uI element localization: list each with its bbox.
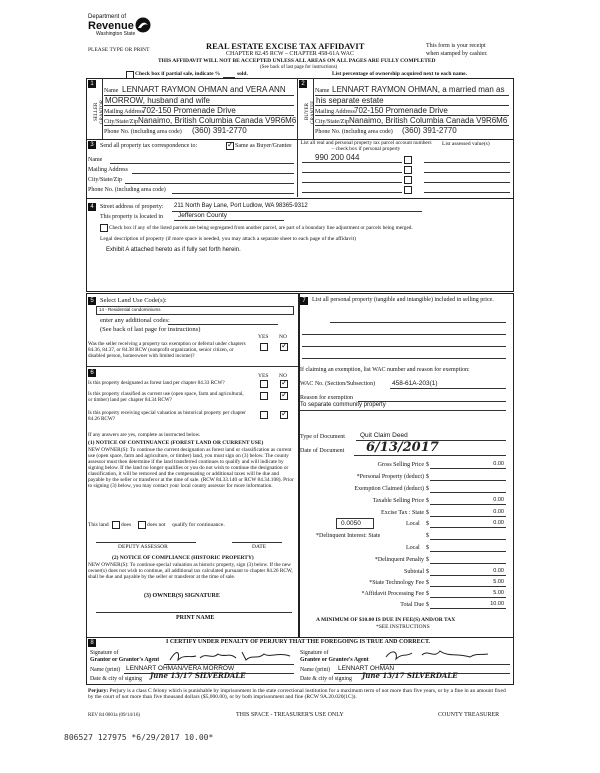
s6-q1-no-checkbox[interactable] xyxy=(280,380,288,388)
receipt-line1: This form is your receipt xyxy=(426,43,486,49)
print-name-label: PRINT NAME xyxy=(176,615,215,621)
personal-property-checkbox-1[interactable] xyxy=(404,156,412,164)
percentage-note: List percentage of ownership acquired next to each name. xyxy=(332,71,467,77)
section-1-number: 1 xyxy=(88,80,96,88)
grantor-sig-label-a: Signature of xyxy=(90,650,119,656)
personal-property-checkbox-2[interactable] xyxy=(404,166,412,174)
section-3-number: 3 xyxy=(88,141,96,149)
buyer-mailing-label: Mailing Address xyxy=(315,109,355,115)
tech-fee-label: *State Technology Fee xyxy=(369,580,424,586)
grantor-date-label: Date & city of signing xyxy=(90,676,142,682)
form-title: REAL ESTATE EXCISE TAX AFFIDAVIT xyxy=(206,41,365,51)
treasurer-space-label: THIS SPACE - TREASURER'S USE ONLY xyxy=(236,712,344,718)
revision-code: REV 84 0001a (09/14/16) xyxy=(88,713,140,718)
buyer-city-label: City/State/Zip xyxy=(315,119,349,125)
local-dollar: $ xyxy=(426,521,429,527)
exemption-claim-label: If claiming an exemption, list WAC number and reason for exemption: xyxy=(300,367,470,373)
seller-side-label: SELLER GRANTOR xyxy=(94,99,105,125)
street-address-label: Street address of property: xyxy=(100,204,164,210)
subtotal-value[interactable]: 0.00 xyxy=(493,568,504,574)
legal-description-label: Legal description of property (if more space is needed, you may attach a separate sheet to each page of the affidavit) xyxy=(100,236,356,242)
wac-value[interactable]: 458-61A-203(1) xyxy=(392,380,438,387)
taxable-selling-value[interactable]: 0.00 xyxy=(493,497,504,503)
s6-q2-yes-checkbox[interactable] xyxy=(260,392,268,400)
personal-property-checkbox-3[interactable] xyxy=(404,176,412,184)
if-any-yes: If any answers are yes, complete as instructed below. xyxy=(88,432,201,438)
gross-selling-dollar: $ xyxy=(426,462,429,468)
buyer-city-value[interactable]: Nanaimo, British Columbia Canada V9R6M6 xyxy=(349,116,508,125)
section-2-number: 2 xyxy=(299,80,307,88)
grantor-date-value[interactable]: June 13/17 SILVERDALE xyxy=(150,671,246,680)
form-chapter: CHAPTER 82.45 RCW – CHAPTER 458-61A WAC xyxy=(226,51,354,57)
land-does-checkbox[interactable] xyxy=(112,521,120,529)
section-5-number: 5 xyxy=(88,297,96,305)
gross-selling-label: Gross Selling Price xyxy=(377,462,424,468)
owner-signature-label: (3) OWNER(S) SIGNATURE xyxy=(144,593,220,599)
s3-mailing-label: Mailing Address xyxy=(88,167,128,173)
same-as-buyer-checkbox[interactable] xyxy=(226,142,234,150)
s3-phone-label: Phone No. (including area code) xyxy=(88,187,166,193)
deputy-assessor-label: DEPUTY ASSESSOR xyxy=(118,544,168,550)
s6-yes-header: YES xyxy=(258,373,269,379)
buyer-name-label: Name xyxy=(315,88,330,94)
proc-fee-value[interactable]: 5.00 xyxy=(493,590,504,596)
dept-line3: Washington State xyxy=(96,31,136,37)
s3-city-label: City/State/Zip xyxy=(88,177,122,183)
please-print: PLEASE TYPE OR PRINT xyxy=(88,47,150,53)
revenue-swirl-icon xyxy=(134,16,152,34)
deputy-date-label: DATE xyxy=(252,544,267,550)
section-4-number: 4 xyxy=(88,203,96,211)
doc-type-label: Type of Document xyxy=(300,434,345,440)
wac-label: WAC No. (Section/Subsection) xyxy=(300,381,376,387)
this-land-label: This land xyxy=(88,522,109,528)
grantor-sig-label-b: Grantor or Grantor's Agent xyxy=(90,657,160,663)
taxable-selling-label: Taxable Selling Price xyxy=(372,498,424,504)
notice-2-text: NEW OWNER(S): To continue special valuation as historic property, sign (3) below. If the new owner(s) does not wish to continue, all additional tax calculated pursuant to chapter 84.26 RCW, shall be due and payable by the seller or transferor at the time of sale. xyxy=(88,562,293,580)
dept-logo xyxy=(88,14,148,46)
grantee-sig-label-a: Signature of xyxy=(300,650,329,656)
proc-fee-label: *Affidavit Processing Fee xyxy=(361,591,424,597)
local-label: Local xyxy=(406,521,420,527)
land-use-see-back: (See back of last page for instructions) xyxy=(100,326,201,333)
s3-name-label: Name xyxy=(88,157,103,163)
minimum-fee-note: A MINIMUM OF $10.00 IS DUE IN FEE(S) AND/OR TAX xyxy=(316,617,456,623)
grantor-name-value[interactable]: LENNART OHMAN/VERA MORROW xyxy=(126,665,235,672)
local-value[interactable]: 0.00 xyxy=(493,520,504,526)
receipt-line2: when stamped by cashier. xyxy=(426,51,488,57)
county-value[interactable]: Jefferson County xyxy=(178,212,228,219)
partial-sale-label: Check box if partial sale, indicate % xyxy=(135,71,221,77)
seller-name-value[interactable]: LENNART RAYMON OHMAN and VERA ANN xyxy=(122,85,286,94)
seller-mailing-value[interactable]: 702-150 Promenade Drive xyxy=(142,106,236,115)
proc-fee-dollar: $ xyxy=(426,591,429,597)
seller-city-label: City/State/Zip xyxy=(104,119,138,125)
sold-label: sold. xyxy=(237,71,248,77)
s6-question-1: Is this property designated as forest land per chapter 84.33 RCW? xyxy=(88,380,225,386)
subtotal-dollar: $ xyxy=(426,569,429,575)
delinquent-local-dollar: $ xyxy=(426,545,429,551)
perjury-statement xyxy=(88,688,512,701)
section-4-box xyxy=(86,198,514,292)
grantee-signature[interactable] xyxy=(382,647,492,663)
perjury-text: Perjury is a class C felony which is punishable by imprisonment in the state correctional institution for a maximum term of not more than five years, or by a fine in an amount fixed by the court of not more than five thousand dollars ($5,000.00), or by both imprisonment and fine (RCW 9A.20.020(1C)). xyxy=(88,688,506,701)
delinquent-penalty-dollar: $ xyxy=(426,557,429,563)
exemption-claimed-label: Exemption Claimed (deduct) xyxy=(354,486,424,492)
see-instructions-note: *SEE INSTRUCTIONS xyxy=(376,624,430,630)
total-due-label: Total Due xyxy=(400,602,424,608)
s5-q1-yes-checkbox[interactable] xyxy=(260,343,268,351)
land-does-label: does xyxy=(121,522,132,528)
boundary-checkbox[interactable] xyxy=(100,224,108,232)
grantor-signature[interactable] xyxy=(166,648,296,664)
buyer-side-label: BUYER GRANTEE xyxy=(305,100,316,124)
excise-state-label: Excise Tax : State xyxy=(381,510,424,516)
s6-question-3: Is this property receiving special valuation as historical property per chapter 84.26 RCW? xyxy=(88,410,246,422)
dept-line1: Department of xyxy=(88,14,127,20)
excise-state-value[interactable]: 0.00 xyxy=(493,509,504,515)
buyer-name-value[interactable]: LENNART RAYMON OHMAN, a married man as xyxy=(332,85,505,94)
local-rate-field[interactable] xyxy=(336,518,374,529)
buyer-phone-value[interactable]: (360) 391-2770 xyxy=(402,126,457,135)
personal-property-checkbox-4[interactable] xyxy=(404,186,412,194)
s6-no-header: NO xyxy=(279,373,287,379)
s6-q1-yes-checkbox[interactable] xyxy=(260,380,268,388)
seller-phone-label: Phone No. (including area code) xyxy=(104,129,182,135)
grantee-name-label: Name (print) xyxy=(300,667,331,673)
exemption-claimed-dollar: $ xyxy=(426,486,429,492)
buyer-phone-label: Phone No. (including area code) xyxy=(315,129,393,135)
notice-2-title: (2) NOTICE OF COMPLIANCE (HISTORIC PROPERTY) xyxy=(112,555,254,561)
street-address-value[interactable]: 211 North Bay Lane, Port Ludlow, WA 98365-9312 xyxy=(174,203,308,209)
delinquent-interest-label: *Delinquent Interest: State xyxy=(316,533,381,539)
seller-name-label: Name xyxy=(104,88,119,94)
doc-date-label: Date of Document xyxy=(300,448,345,454)
tech-fee-dollar: $ xyxy=(426,580,429,586)
grantee-sig-label-b: Grantee or Grantee's Agent xyxy=(300,657,369,663)
delinquent-penalty-label: *Delinquent Penalty xyxy=(374,557,424,563)
perjury-label: Perjury: xyxy=(88,688,109,694)
grantee-date-value[interactable]: June 13/17 SILVERDALE xyxy=(362,671,458,680)
form-warning: THIS AFFIDAVIT WILL NOT BE ACCEPTED UNLESS ALL AREAS ON ALL PAGES ARE FULLY COMPLETED xyxy=(158,58,436,64)
seller-city-value[interactable]: Nanaimo, British Columbia Canada V9R6M6 xyxy=(138,116,297,125)
personal-property-deduct-label: *Personal Property (deduct) xyxy=(356,474,424,480)
assessed-value-header: List assessed value(s) xyxy=(442,141,490,147)
seller-phone-value[interactable]: (360) 391-2770 xyxy=(192,126,247,135)
grantee-name-value[interactable]: LENNART OHMAN xyxy=(338,665,395,672)
section-6-number: 6 xyxy=(88,369,96,377)
excise-state-dollar: $ xyxy=(426,510,429,516)
s5-no-header: NO xyxy=(279,334,287,340)
legal-description-value[interactable]: Exhibit A attached hereto as if fully set forth herein. xyxy=(106,247,241,253)
parcel-list-header: List all real and personal property tax parcel account numbers – check box if personal property xyxy=(300,140,432,153)
tech-fee-value[interactable]: 5.00 xyxy=(493,579,504,585)
taxable-selling-dollar: $ xyxy=(426,498,429,504)
qualify-label: qualify for continuance. xyxy=(172,522,225,528)
buyer-name-value-2[interactable]: his separate estate xyxy=(316,96,384,105)
delinquent-interest-dollar: $ xyxy=(426,533,429,539)
list-personal-property: List all personal property (tangible and intangible) included in selling price. xyxy=(312,297,494,303)
boundary-label: Check box if any of the listed parcels are being segregated from another parcel, are part of a boundary line adjustment or parcels being merged. xyxy=(109,225,413,231)
local-rate-value: 0.0050 xyxy=(341,520,361,527)
s5-yes-header: YES xyxy=(258,334,269,340)
reason-value[interactable]: To separate community property xyxy=(300,402,386,408)
doc-date-value[interactable]: 6/13/2017 xyxy=(366,440,439,455)
s6-q2-no-checkbox[interactable] xyxy=(280,392,288,400)
subtotal-label: Subtotal xyxy=(403,569,424,575)
section-7-number: 7 xyxy=(300,297,308,305)
form-see-back: (See back of last page for instructions) xyxy=(260,65,338,70)
personal-property-deduct-dollar: $ xyxy=(426,474,429,480)
doc-type-value[interactable]: Quit Claim Deed xyxy=(360,432,408,439)
located-in-label: This property is located in xyxy=(100,214,163,220)
grantor-name-label: Name (print) xyxy=(90,667,121,673)
land-use-code-value: 14 - Residential condominiums xyxy=(99,307,161,312)
additional-codes-label: enter any additional codes: xyxy=(100,317,170,324)
land-use-label: Select Land Use Code(s): xyxy=(100,297,167,304)
parcel-number-value[interactable]: 990 200 044 xyxy=(315,153,360,162)
grantee-date-label: Date & city of signing xyxy=(300,676,352,682)
s5-q1-no-checkbox[interactable] xyxy=(280,343,288,351)
s6-question-2: Is this property classified as current use (open space, farm and agricultural, or timber) land per chapter 84.34 RCW? xyxy=(88,391,244,403)
buyer-mailing-value[interactable]: 702-150 Promenade Drive xyxy=(354,106,448,115)
gross-selling-value[interactable]: 0.00 xyxy=(493,461,504,467)
seller-mailing-label: Mailing Address xyxy=(104,109,144,115)
seller-name-value-2[interactable]: MORROW, husband and wife xyxy=(105,96,210,105)
certify-statement: I CERTIFY UNDER PENALTY OF PERJURY THAT THE FOREGOING IS TRUE AND CORRECT. xyxy=(166,639,431,645)
s6-q3-no-checkbox[interactable] xyxy=(280,411,288,419)
delinquent-local-label: Local xyxy=(406,545,420,551)
dept-line2: Revenue xyxy=(88,20,134,32)
reason-label: Reason for exemption xyxy=(300,395,353,401)
cashier-stamp: 806527 127975 *6/29/2017 10.00* xyxy=(64,733,214,742)
section-8-number: 8 xyxy=(88,639,96,647)
county-treasurer-label: COUNTY TREASURER xyxy=(438,712,500,718)
total-due-dollar: $ xyxy=(426,602,429,608)
same-as-buyer-label: Same as Buyer/Grantee xyxy=(235,143,292,149)
land-does-not-checkbox[interactable] xyxy=(138,521,146,529)
s6-q3-yes-checkbox[interactable] xyxy=(260,411,268,419)
send-correspondence-label: Send all property tax correspondence to: xyxy=(100,143,198,149)
s5-question-1: Was the seller receiving a property tax exemption or deferral under chapters 84.36, 84.37, or 84.38 RCW (nonprofit organization, senior citizen, or disabled person, homeowner with limited income)? xyxy=(88,341,246,359)
land-does-not-label: does not xyxy=(147,522,166,528)
total-due-value[interactable]: 10.00 xyxy=(490,601,504,607)
notice-1-text: NEW OWNER(S): To continue the current designation as forest land or classification as current use (open space, farm and agriculture, or timber) land, you must sign on (3) below. The county assessor must then determine if the land transferred continues to qualify and will indicate by signing below. If the land no longer qualifies or you do not wish to continue the designation or classification, it will be removed and the compensating or additional taxes will be due and payable by the seller or transferor at the time of sale. (RCW 84.33.140 or RCW 84.34.108). Prior to signing (3) below, you may contact your local county assessor for more information. xyxy=(88,447,294,489)
notice-1-title: (1) NOTICE OF CONTINUANCE (FOREST LAND OR CURRENT USE) xyxy=(88,440,264,446)
land-use-code-field[interactable] xyxy=(96,306,294,315)
